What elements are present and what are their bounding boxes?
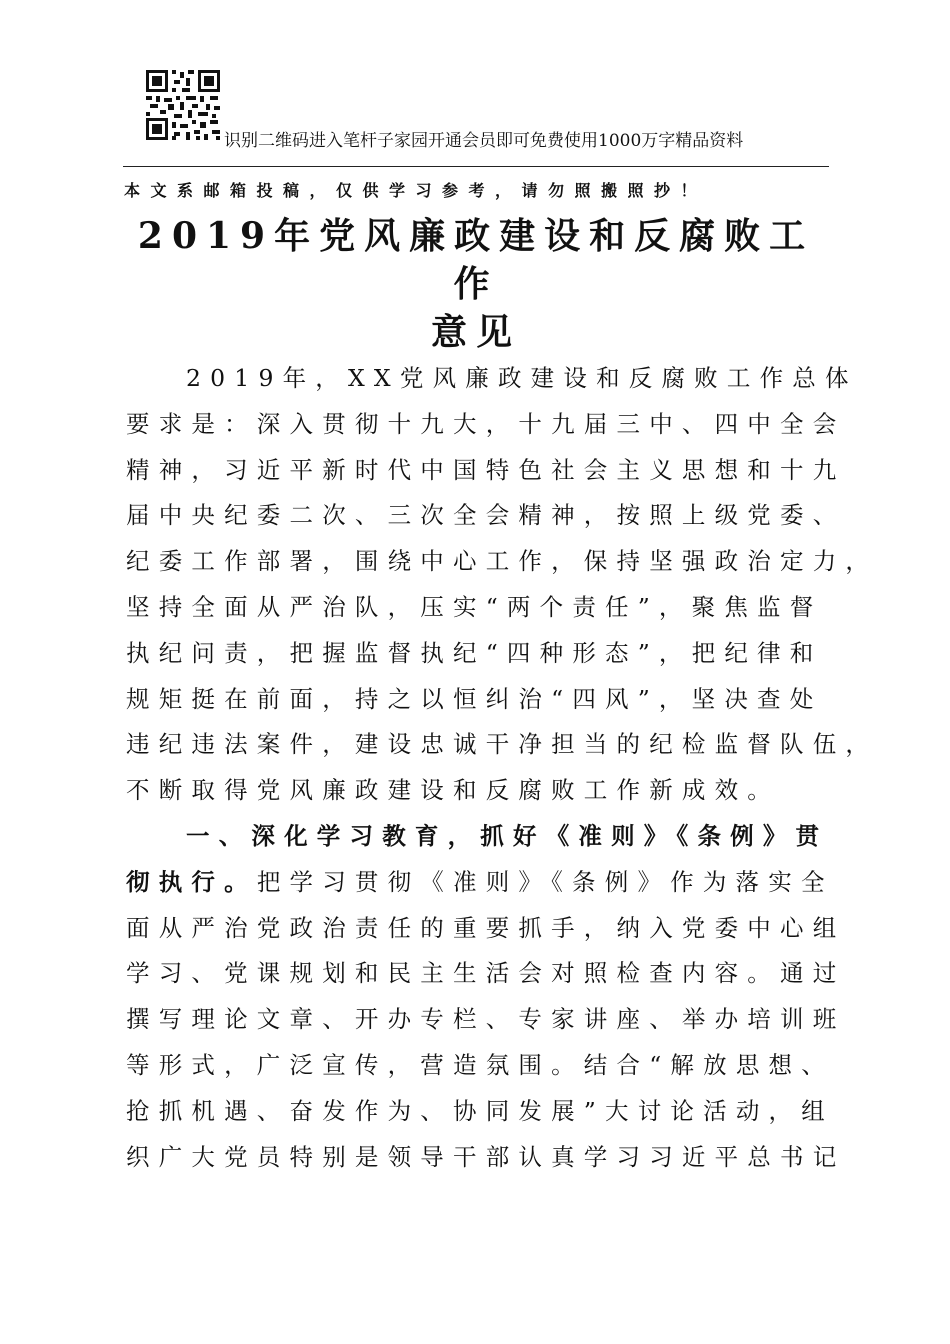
submission-notice: 本文系邮箱投稿，仅供学习参考，请勿照搬照抄！	[124, 181, 708, 200]
paragraph-line: 精神，习近平新时代中国特色社会主义思想和十九	[126, 455, 846, 484]
document-body	[126, 356, 879, 1180]
paragraph-line: 等形式，广泛宣传，营造氛围。结合“解放思想、	[126, 1050, 834, 1079]
paragraph-line: 2019年，XX党风廉政建设和反腐败工作总体	[186, 364, 858, 392]
qr-code-image	[146, 70, 220, 140]
title-line-1: 2019年党风廉政建设和反腐败工作	[137, 215, 815, 305]
section-heading: 一、深化学习教育，抓好《准则》《条例》贯	[186, 821, 829, 850]
paragraph-line	[126, 860, 848, 906]
paragraph-line: 届中央纪委二次、三次全会精神，按照上级党委、	[126, 501, 846, 530]
page-title	[120, 212, 832, 356]
paragraph-line: 要求是：深入贯彻十九大，十九届三中、四中全会	[126, 409, 846, 438]
paragraph-line: 纪委工作部署，围绕中心工作，保持坚强政治定力，	[126, 547, 879, 576]
paragraph-line: 坚持全面从严治队，压实“两个责任”，聚焦监督	[126, 592, 823, 621]
paragraph-line: 规矩挺在前面，持之以恒纠治“四风”，坚决查处	[126, 684, 823, 713]
section-heading-end: 彻执行。	[126, 867, 257, 896]
paragraph-line: 撰写理论文章、开办专栏、专家讲座、举办培训班	[126, 1005, 846, 1034]
paragraph-line: 学习、党课规划和民主生活会对照检查内容。通过	[126, 959, 846, 988]
paragraph-line: 织广大党员特别是领导干部认真学习习近平总书记	[126, 1142, 846, 1171]
paragraph-line: 不断取得党风廉政建设和反腐败工作新成效。	[126, 776, 780, 805]
paragraph-line: 违纪违法案件，建设忠诚干净担当的纪检监督队伍，	[126, 730, 879, 759]
paragraph-line: 面从严治党政治责任的重要抓手，纳入党委中心组	[126, 913, 846, 942]
header-note: 识别二维码进入笔杆子家园开通会员即可免费使用1000万字精品资料	[224, 131, 744, 151]
header-divider	[123, 166, 829, 167]
paragraph-line: 抢抓机遇、奋发作为、协同发展”大讨论活动，组	[126, 1096, 834, 1125]
title-line-2: 意见	[430, 311, 521, 353]
paragraph-text: 把学习贯彻《准则》《条例》作为落实全	[256, 867, 834, 896]
paragraph-line: 执纪问责，把握监督执纪“四种形态”，把纪律和	[126, 638, 823, 667]
